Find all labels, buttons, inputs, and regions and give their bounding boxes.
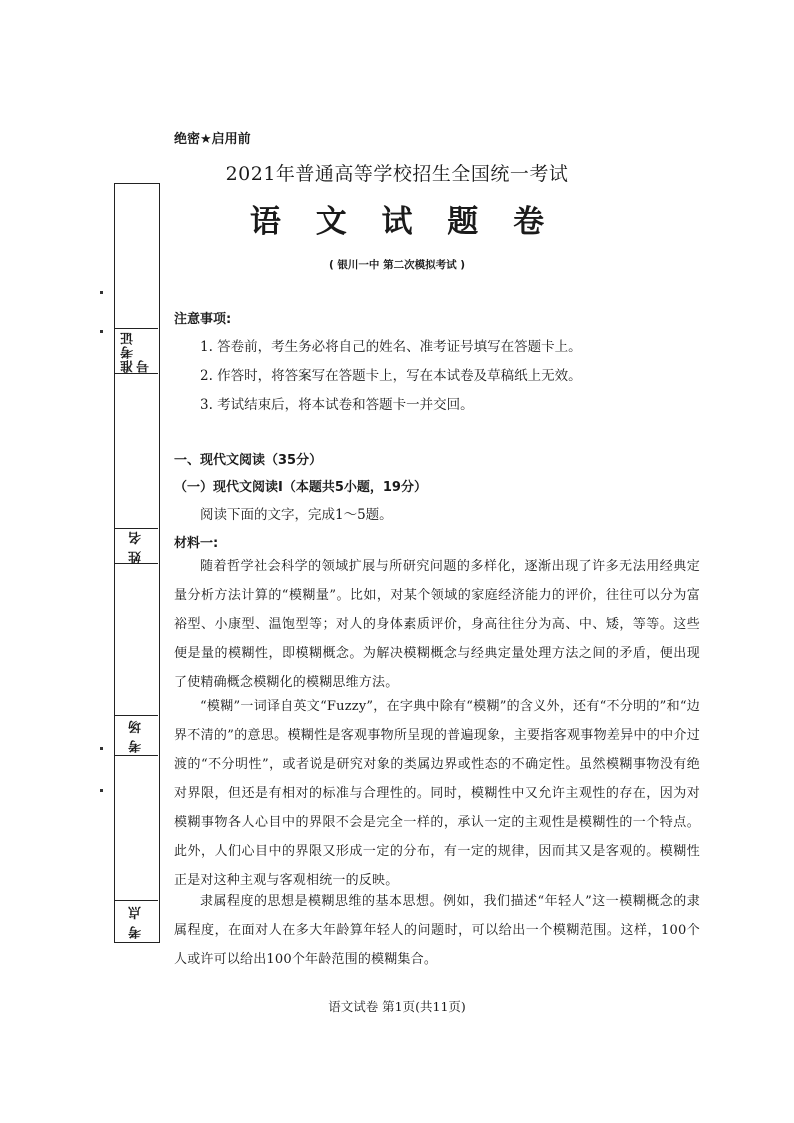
secret-label: 绝密★启用前 bbox=[174, 132, 251, 147]
notice-item: 3. 考试结束后，将本试卷和答题卡一并交回。 bbox=[200, 397, 474, 413]
binding-mark bbox=[100, 330, 103, 333]
page-footer: 语文试卷 第1页(共11页) bbox=[328, 999, 466, 1014]
binding-mark bbox=[100, 789, 103, 792]
reading-instruction: 阅读下面的文字，完成1～5题。 bbox=[200, 507, 393, 523]
strip-label-exam-room: 考 场 bbox=[129, 719, 144, 754]
strip-label-ticket-number: 准考证号 bbox=[121, 331, 152, 373]
blank-cell bbox=[115, 374, 158, 529]
binding-strip bbox=[114, 183, 160, 943]
exam-subtitle: ( 银川一中 第二次模拟考试 ) bbox=[328, 259, 466, 271]
section-subtitle: （一）现代文阅读Ⅰ（本题共5小题，19分） bbox=[174, 480, 427, 495]
paragraph: “模糊”一词译自英文“Fuzzy”，在字典中除有“模糊”的含义外，还有“不分明的”和“边界不清的”的意思。模糊性是客观事物所呈现的普遍现象，主要指客观事物差异中的中介过渡的“不分明性”，或者说是研究对象的类属边界或性态的不确定性。虽然模糊事物没有绝对界限，但还是有相对的标准与合理性的。同时，模糊性中又允许主观性的存在，因为对模糊事物各人心目中的界限不会是完全一样的，承认一定的主观性是模糊性的一个特点。此外，人们心目中的界限又形成一定的分布，有一定的规律，因而其又是客观的。模糊性正是对这种主观与客观相统一的反映。 bbox=[174, 699, 700, 888]
paragraph: 随着哲学社会科学的领域扩展与所研究问题的多样化，逐渐出现了许多无法用经典定量分析方法计算的“模糊量”。比如，对某个领域的家庭经济能力的评价，往往可以分为富裕型、小康型、温饱型等；对人的身体素质评价，身高往往分为高、中、矮，等等。这些便是量的模糊性，即模糊概念。为解决模糊概念与经典定量处理方法之间的矛盾，便出现了使精确概念模糊化的模糊思维方法。 bbox=[174, 559, 700, 690]
strip-label-exam-site: 考 点 bbox=[129, 905, 144, 940]
page-title: 语 文 试 题 卷 bbox=[249, 204, 557, 240]
exam-title: 2021年普通高等学校招生全国统一考试 bbox=[225, 163, 569, 185]
notice-item: 1. 答卷前，考生务必将自己的姓名、准考证号填写在答题卡上。 bbox=[200, 339, 582, 355]
blank-cell bbox=[115, 564, 158, 716]
notice-item: 2. 作答时，将答案写在答题卡上，写在本试卷及草稿纸上无效。 bbox=[200, 368, 582, 384]
paragraph: 隶属程度的思想是模糊思维的基本思想。例如，我们描述“年轻人”这一模糊概念的隶属程度，在面对人在多大年龄算年轻人的问题时，可以给出一个模糊范围。这样，100个人或许可以给出100个年龄范围的模糊集合。 bbox=[174, 894, 700, 967]
binding-mark bbox=[100, 291, 103, 294]
blank-cell bbox=[115, 756, 158, 901]
material-label: 材料一: bbox=[174, 536, 219, 551]
section-title: 一、现代文阅读（35分） bbox=[174, 453, 323, 468]
binding-mark bbox=[100, 747, 103, 750]
strip-label-name: 姓 名 bbox=[129, 530, 144, 564]
notice-heading: 注意事项: bbox=[174, 312, 232, 327]
